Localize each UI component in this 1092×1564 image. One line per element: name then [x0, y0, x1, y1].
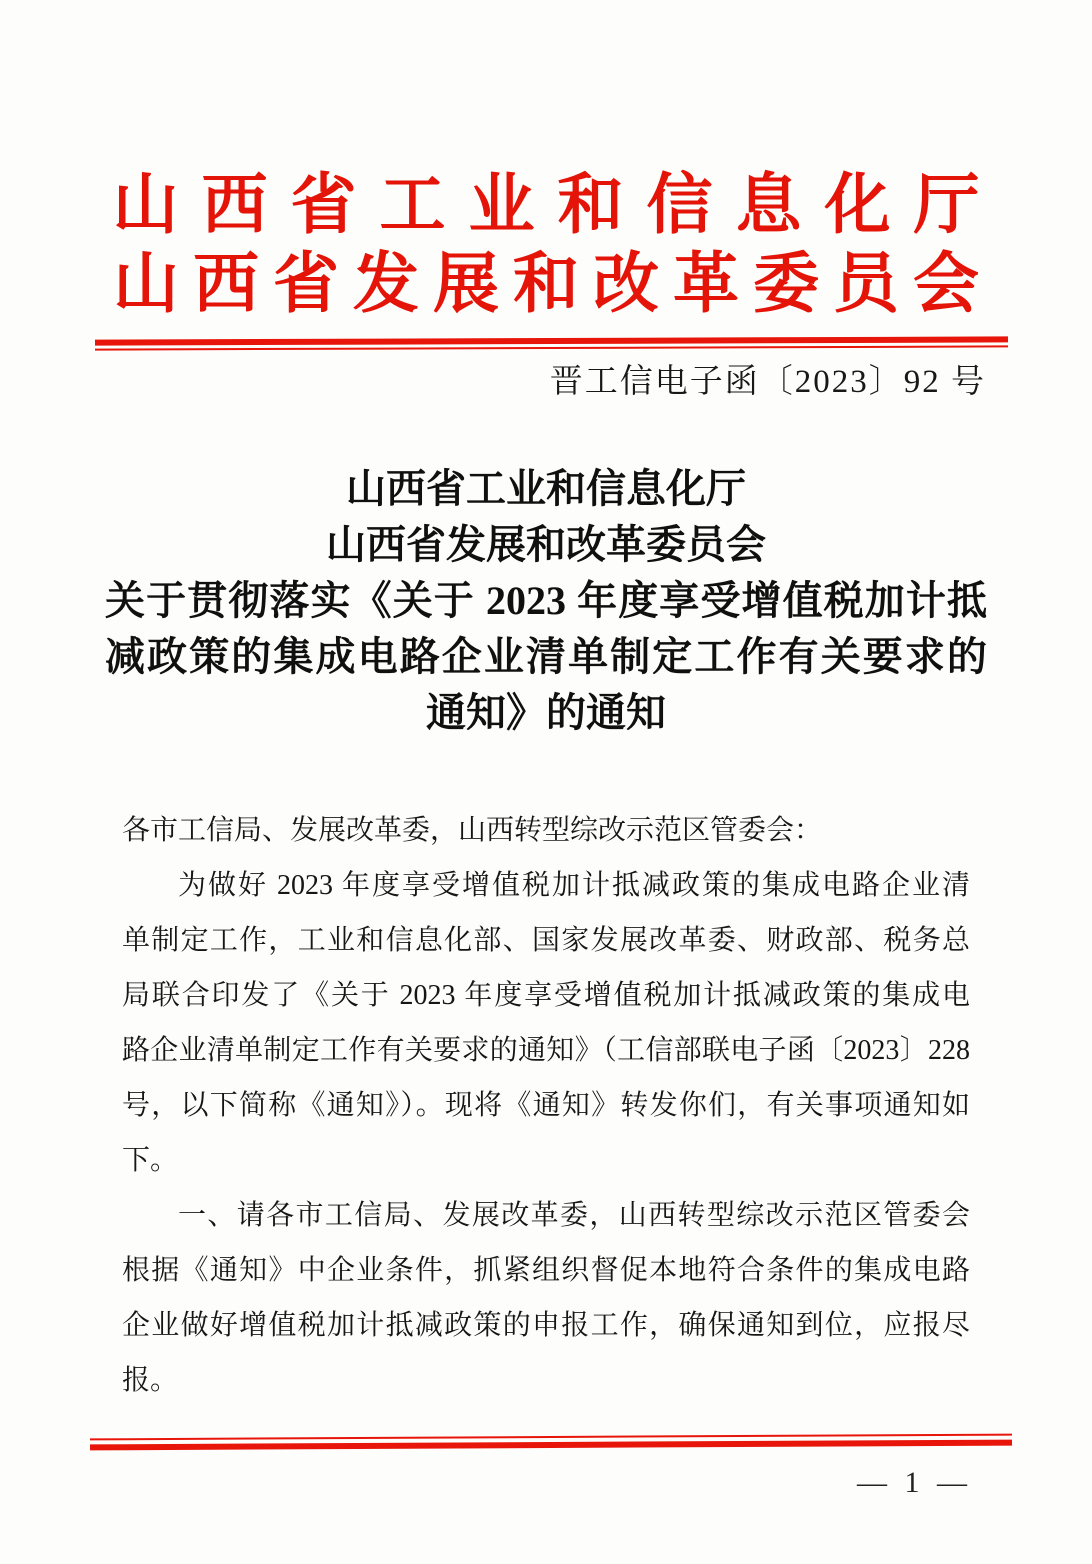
title-line-3: 关于贯彻落实《关于 2023 年度享受增值税加计抵: [105, 578, 987, 623]
body-line: 为做好 2023 年度享受增值税加计抵减政策的集成电路企业清: [178, 870, 970, 901]
title-line-4: 减政策的集成电路企业清单制定工作有关要求的: [105, 634, 987, 679]
body-line: 根据《通知》中企业条件，抓紧组织督促本地符合条件的集成电路: [122, 1255, 970, 1286]
body-line: 一、请各市工信局、发展改革委，山西转型综改示范区管委会: [178, 1200, 970, 1231]
body-line: 单制定工作，工业和信息化部、国家发展改革委、财政部、税务总: [122, 925, 970, 956]
document-body: [0, 803, 1092, 1408]
body-line: 报。: [122, 1365, 179, 1396]
title-line-2: 山西省发展和改革委员会: [326, 522, 766, 567]
letterhead: [0, 0, 1092, 324]
letterhead-org-line-2: 山西省发展和改革委员会: [113, 248, 993, 321]
body-line: 路企业清单制定工作有关要求的通知》（工信部联电子函〔2023〕228: [122, 1035, 970, 1066]
document-title: [105, 461, 987, 741]
body-line: 局联合印发了《关于 2023 年度享受增值税加计抵减政策的集成电: [122, 980, 970, 1011]
document-number: 晋工信电子函〔2023〕92 号: [549, 364, 986, 400]
body-salutation: 各市工信局、发展改革委，山西转型综改示范区管委会：: [122, 815, 823, 846]
title-line-5: 通知》的通知: [426, 690, 666, 735]
title-line-1: 山西省工业和信息化厅: [346, 466, 746, 511]
letterhead-double-rule: [95, 336, 1008, 350]
body-line: 号，以下简称《通知》）。现将《通知》转发你们，有关事项通知如: [122, 1090, 970, 1121]
body-line: 企业做好增值税加计抵减政策的申报工作，确保通知到位，应报尽: [122, 1310, 970, 1341]
letterhead-org-line-1: 山西省工业和信息化厅: [112, 169, 1003, 242]
page-number: — 1 —: [857, 1466, 972, 1499]
body-line: 下。: [122, 1145, 179, 1176]
footer-double-rule: [90, 1434, 1012, 1451]
